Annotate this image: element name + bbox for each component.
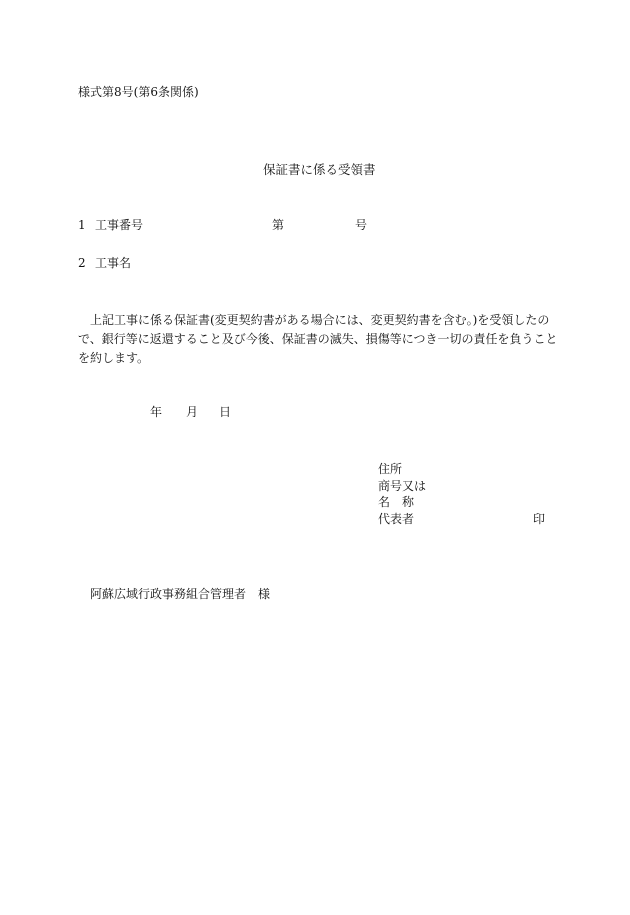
construction-number-prefix: 第 bbox=[272, 218, 285, 232]
construction-name-label: 工事名 bbox=[95, 256, 132, 270]
construction-number-suffix: 号 bbox=[355, 218, 368, 232]
signature-representative-label: 代表者 bbox=[378, 512, 415, 526]
construction-name-row bbox=[78, 257, 131, 269]
construction-number-row bbox=[78, 219, 143, 231]
body-line: を約します。 bbox=[78, 351, 150, 365]
construction-number-label: 工事番号 bbox=[95, 218, 144, 232]
item-number: 1 bbox=[78, 218, 86, 232]
date-month: 月 bbox=[186, 405, 199, 419]
form-number-label: 様式第8号(第6条関係) bbox=[78, 85, 199, 99]
item-number: 2 bbox=[78, 256, 86, 270]
seal-mark: 印 bbox=[533, 512, 546, 526]
signature-trade-name-label: 商号又は bbox=[378, 479, 427, 493]
signature-address-label: 住所 bbox=[378, 462, 403, 476]
body-paragraph bbox=[78, 311, 562, 368]
addressee: 阿蘇広域行政事務組合管理者 様 bbox=[90, 587, 271, 601]
date-year: 年 bbox=[150, 405, 163, 419]
document-title: 保証書に係る受領書 bbox=[263, 162, 376, 177]
date-day: 日 bbox=[219, 405, 232, 419]
body-line: 上記工事に係る保証書(変更契約書がある場合には、変更契約書を含む。)を受領したの bbox=[78, 313, 550, 327]
signature-name-label: 名 称 bbox=[378, 495, 415, 509]
body-line: で、銀行等に返還すること及び今後、保証書の滅失、損傷等につき一切の責任を負うこと bbox=[78, 332, 558, 346]
